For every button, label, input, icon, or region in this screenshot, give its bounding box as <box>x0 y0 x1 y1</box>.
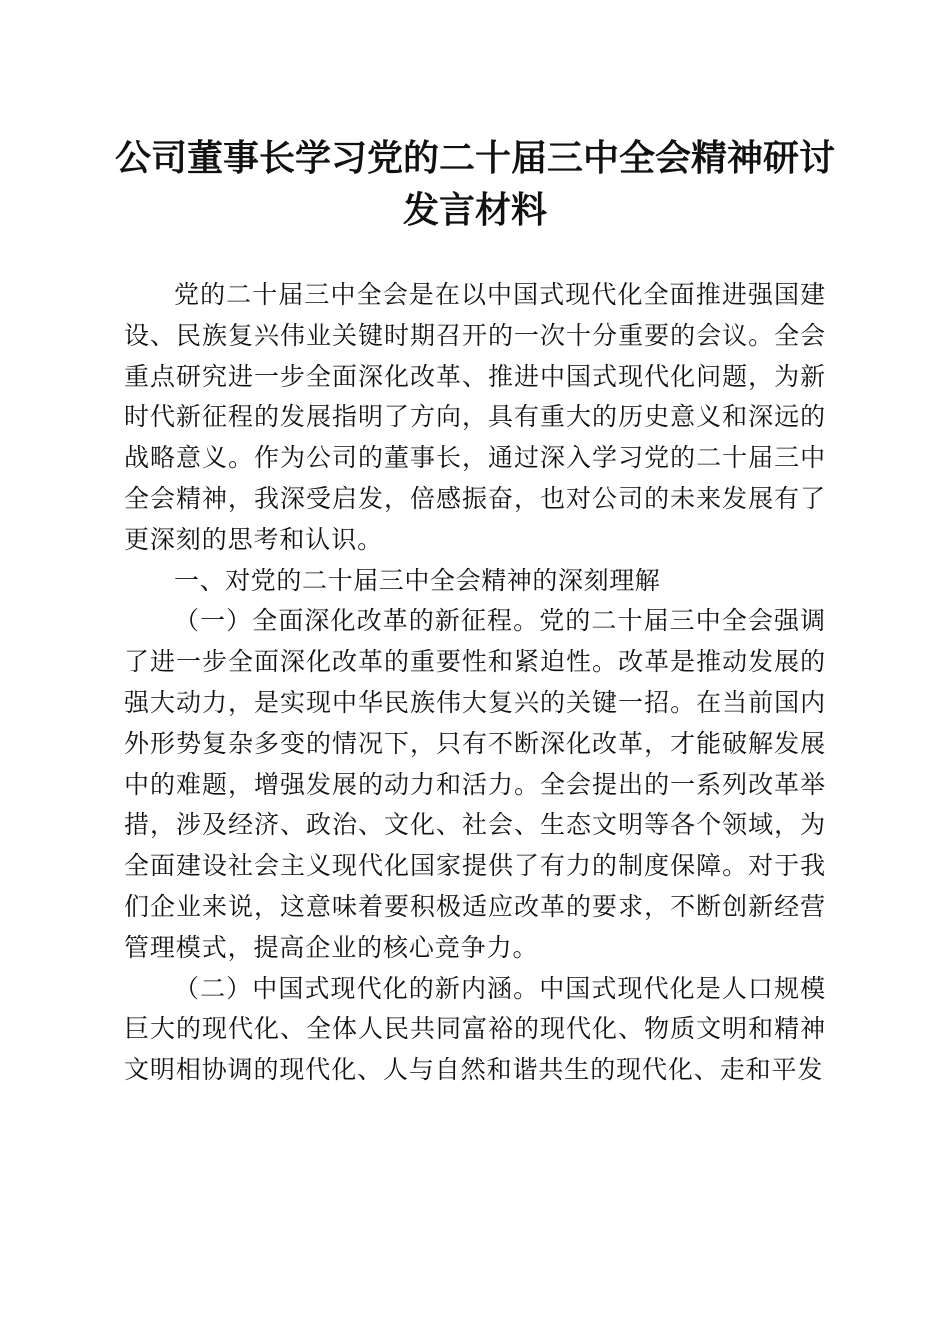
paragraph-2: （二）中国式现代化的新内涵。中国式现代化是人口规模巨大的现代化、全体人民共同富裕的现代化、物质文明和精神文明相协调的现代化、人与自然和谐共生的现代化、走和平发 <box>124 973 826 1085</box>
document-body <box>124 275 826 1091</box>
intro-paragraph: 党的二十届三中全会是在以中国式现代化全面推进强国建设、民族复兴伟业关键时期召开的一次十分重要的会议。全会重点研究进一步全面深化改革、推进中国式现代化问题，为新时代新征程的发展指明了方向，具有重大的历史意义和深远的战略意义。作为公司的董事长，通过深入学习党的二十届三中全会精神，我深受启发，倍感振奋，也对公司的未来发展有了更深刻的思考和认识。 <box>124 280 826 554</box>
document-title <box>100 132 850 236</box>
paragraph-1: （一）全面深化改革的新征程。党的二十届三中全会强调了进一步全面深化改革的重要性和紧迫性。改革是推动发展的强大动力，是实现中华民族伟大复兴的关键一招。在当前国内外形势复杂多变的情况下，只有不断深化改革，才能破解发展中的难题，增强发展的动力和活力。全会提出的一系列改革举措，涉及经济、政治、文化、社会、生态文明等各个领域，为全面建设社会主义现代化国家提供了有力的制度保障。对于我们企业来说，这意味着要积极适应改革的要求，不断创新经营管理模式，提高企业的核心竞争力。 <box>124 606 826 962</box>
title-line-1: 公司董事长学习党的二十届三中全会精神研讨 <box>114 137 835 179</box>
title-line-2: 发言材料 <box>402 189 547 231</box>
section-heading-1: 一、对党的二十届三中全会精神的深刻理解 <box>174 565 661 595</box>
